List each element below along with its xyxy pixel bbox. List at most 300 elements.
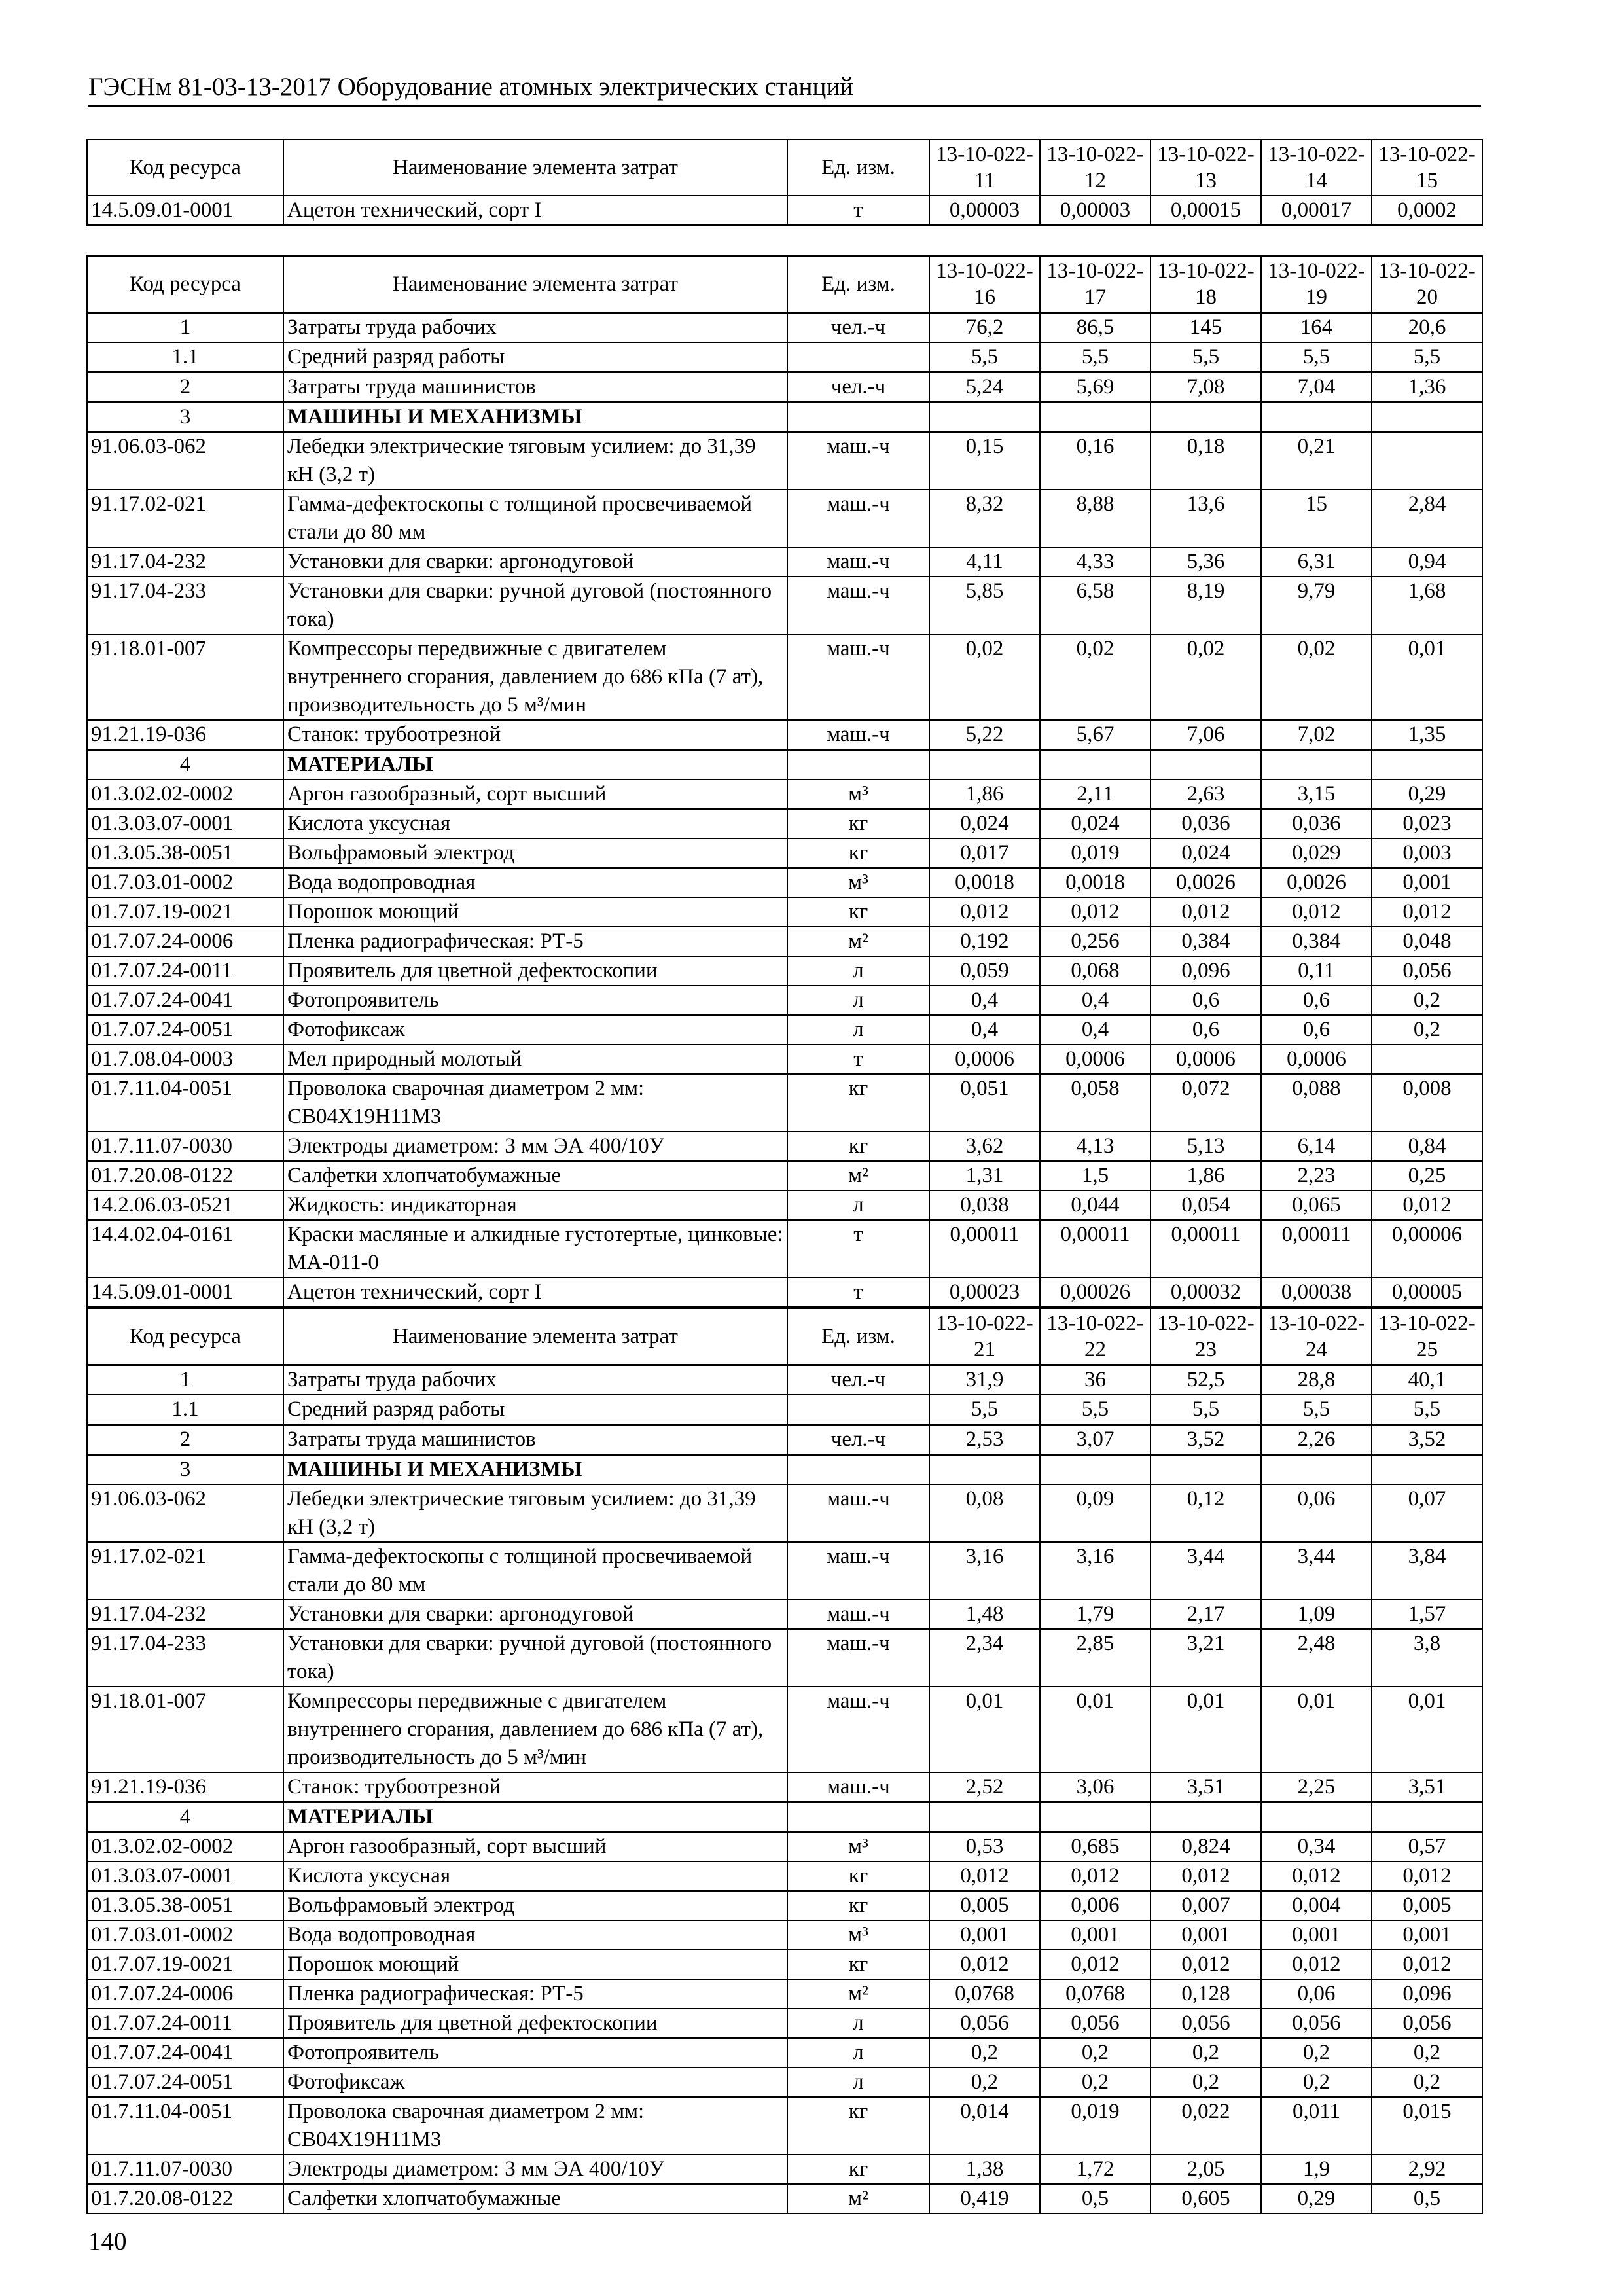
norm-value: 0,012 [1261,897,1372,927]
norm-value: 5,13 [1150,1132,1261,1161]
unit-of-measure: т [787,196,929,225]
header-norm-code: 13-10-022-18 [1150,256,1261,313]
norm-value: 2,11 [1040,780,1150,809]
norm-value: 5,22 [929,720,1040,750]
cost-element-name: МАТЕРИАЛЫ [283,750,787,780]
norm-value [1372,432,1482,490]
resource-code: 91.21.19-036 [87,1772,283,1803]
resource-code: 14.5.09.01-0001 [87,196,283,225]
norm-value: 0,06 [1261,1979,1372,2009]
norm-value: 8,19 [1150,577,1261,634]
norm-value: 0,038 [929,1191,1040,1220]
norm-value: 0,065 [1261,1191,1372,1220]
norm-value: 2,34 [929,1629,1040,1687]
cost-element-name: Фотофиксаж [283,2068,787,2097]
cost-element-name: Пленка радиографическая: РТ-5 [283,927,787,956]
norm-value: 0,056 [1372,956,1482,986]
norm-value: 1,57 [1372,1600,1482,1629]
unit-of-measure: маш.-ч [787,577,929,634]
norm-value: 3,06 [1040,1772,1150,1803]
table-row [87,780,1482,809]
norm-value: 0,2 [1150,2038,1261,2068]
norm-value: 6,14 [1261,1132,1372,1161]
unit-of-measure: маш.-ч [787,432,929,490]
cost-element-name: Средний разряд работы [283,342,787,372]
resource-code: 01.7.07.24-0051 [87,1015,283,1045]
norm-value: 0,34 [1261,1832,1372,1861]
unit-of-measure: маш.-ч [787,1687,929,1772]
norm-value: 0,012 [1150,897,1261,927]
norm-value: 3,44 [1261,1542,1372,1600]
norm-value: 5,5 [929,342,1040,372]
norm-value: 5,36 [1150,547,1261,577]
norm-value: 5,5 [1261,1395,1372,1425]
unit-of-measure: л [787,986,929,1015]
norm-value: 0,059 [929,956,1040,986]
norm-value: 0,00011 [1040,1220,1150,1278]
norm-value: 0,005 [929,1891,1040,1920]
cost-element-name: Проволока сварочная диаметром 2 мм: СВ04Х19Н11М3 [283,2097,787,2155]
norm-value: 0,001 [929,1920,1040,1950]
norm-value [1372,1803,1482,1833]
norm-value: 0,2 [1040,2068,1150,2097]
unit-of-measure: кг [787,2097,929,2155]
norm-value: 2,26 [1261,1425,1372,1455]
norm-value: 0,2 [1372,2038,1482,2068]
cost-element-name: Затраты труда рабочих [283,313,787,343]
unit-of-measure: чел.-ч [787,313,929,343]
resource-code: 01.3.05.38-0051 [87,838,283,868]
norm-value: 0,029 [1261,838,1372,868]
norm-value [929,403,1040,433]
norm-value: 0,012 [1040,1950,1150,1979]
unit-of-measure: л [787,2038,929,2068]
norm-value: 8,88 [1040,490,1150,547]
norm-value: 0,256 [1040,927,1150,956]
norm-value: 0,01 [1261,1687,1372,1772]
norm-value: 0,18 [1150,432,1261,490]
norm-value: 0,07 [1372,1484,1482,1542]
norm-value: 2,53 [929,1425,1040,1455]
norm-value: 0,012 [1261,1950,1372,1979]
table-row [87,547,1482,577]
norm-value: 0,0002 [1372,196,1482,225]
header-code: Код ресурса [87,1308,283,1365]
table-row [87,750,1482,780]
norm-value: 0,096 [1150,956,1261,986]
norm-value: 3,21 [1150,1629,1261,1687]
cost-element-name: Мел природный молотый [283,1045,787,1074]
norm-value: 0,012 [1372,897,1482,927]
norm-value: 15 [1261,490,1372,547]
resource-code: 01.3.02.02-0002 [87,1832,283,1861]
norm-value [1150,1455,1261,1485]
table-header-row [87,256,1482,313]
norm-value: 3,8 [1372,1629,1482,1687]
norm-value: 76,2 [929,313,1040,343]
norm-value: 0,012 [1372,1191,1482,1220]
norm-value: 0,192 [929,927,1040,956]
norm-value: 0,128 [1150,1979,1261,2009]
norm-value: 0,01 [929,1687,1040,1772]
resource-code: 01.7.07.24-0011 [87,956,283,986]
norm-value: 0,00011 [1261,1220,1372,1278]
resource-code: 91.17.04-233 [87,577,283,634]
norm-value [1040,1803,1150,1833]
resource-code: 14.5.09.01-0001 [87,1278,283,1307]
header-norm-code: 13-10-022-23 [1150,1308,1261,1365]
cost-element-name: Проявитель для цветной дефектоскопии [283,2009,787,2038]
resource-code: 4 [87,750,283,780]
norm-value: 0,001 [1261,1920,1372,1950]
norm-value: 0,02 [1261,634,1372,720]
resource-code: 01.7.11.07-0030 [87,2155,283,2184]
norm-value [1261,1455,1372,1485]
table-row [87,1772,1482,1803]
norm-value: 0,16 [1040,432,1150,490]
unit-of-measure: л [787,1015,929,1045]
norm-value: 2,48 [1261,1629,1372,1687]
norm-value: 28,8 [1261,1365,1372,1395]
norm-value [1372,1045,1482,1074]
norm-value: 0,01 [1372,1687,1482,1772]
norm-value: 0,056 [929,2009,1040,2038]
table-row [87,1161,1482,1191]
header-norm-code: 13-10-022-25 [1372,1308,1482,1365]
unit-of-measure: кг [787,838,929,868]
cost-element-name: Пленка радиографическая: РТ-5 [283,1979,787,2009]
resource-code: 01.7.07.24-0041 [87,986,283,1015]
norm-value [1040,750,1150,780]
norm-value: 0,024 [1040,809,1150,838]
norm-value: 0,0006 [1261,1045,1372,1074]
resource-code: 01.7.07.24-0006 [87,1979,283,2009]
norm-value: 0,384 [1261,927,1372,956]
norm-value: 0,0026 [1150,868,1261,897]
norm-value: 0,0018 [929,868,1040,897]
resource-code: 1.1 [87,1395,283,1425]
unit-of-measure: кг [787,1950,929,1979]
unit-of-measure: кг [787,809,929,838]
header-norm-code: 13-10-022-11 [929,139,1040,196]
table-row [87,986,1482,1015]
norm-value: 5,85 [929,577,1040,634]
norm-value: 0,012 [1040,1861,1150,1891]
unit-of-measure: кг [787,1861,929,1891]
cost-element-name: Вольфрамовый электрод [283,1891,787,1920]
norm-value: 2,85 [1040,1629,1150,1687]
norm-value: 1,86 [929,780,1040,809]
table-row [87,342,1482,372]
norm-value: 0,00005 [1372,1278,1482,1307]
norm-value: 0,0026 [1261,868,1372,897]
unit-of-measure: кг [787,1074,929,1132]
cost-element-name: Затраты труда рабочих [283,1365,787,1395]
cost-element-name: Аргон газообразный, сорт высший [283,780,787,809]
table-row [87,577,1482,634]
norm-value: 9,79 [1261,577,1372,634]
norm-value: 1,48 [929,1600,1040,1629]
norm-value: 0,007 [1150,1891,1261,1920]
resource-code: 2 [87,372,283,403]
table-row [87,2009,1482,2038]
norm-value: 8,32 [929,490,1040,547]
norm-value: 0,058 [1040,1074,1150,1132]
norm-value: 0,02 [929,634,1040,720]
norm-value: 0,29 [1261,2184,1372,2214]
resource-code: 91.17.02-021 [87,1542,283,1600]
norm-value: 5,5 [1150,1395,1261,1425]
norm-value: 3,16 [1040,1542,1150,1600]
table-row [87,1455,1482,1485]
norm-value: 0,384 [1150,927,1261,956]
norm-value: 0,6 [1261,986,1372,1015]
resource-code: 01.7.11.04-0051 [87,1074,283,1132]
resource-code: 01.7.03.01-0002 [87,1920,283,1950]
norm-value: 1,35 [1372,720,1482,750]
cost-element-name: Лебедки электрические тяговым усилием: до 31,39 кН (3,2 т) [283,432,787,490]
unit-of-measure: чел.-ч [787,1365,929,1395]
norm-value: 0,001 [1372,868,1482,897]
table-row [87,1015,1482,1045]
header-norm-code: 13-10-022-14 [1261,139,1372,196]
cost-element-name: Фотопроявитель [283,2038,787,2068]
norm-value: 0,01 [1040,1687,1150,1772]
unit-of-measure: м² [787,2184,929,2214]
table-row [87,432,1482,490]
table-row [87,490,1482,547]
cost-element-name: Проволока сварочная диаметром 2 мм: СВ04Х19Н11М3 [283,1074,787,1132]
table-row [87,313,1482,343]
norm-value: 3,44 [1150,1542,1261,1600]
unit-of-measure: маш.-ч [787,634,929,720]
table-row [87,2155,1482,2184]
norm-value [929,750,1040,780]
norm-value: 0,605 [1150,2184,1261,2214]
norm-value: 5,5 [1040,1395,1150,1425]
norm-value: 2,25 [1261,1772,1372,1803]
resource-code: 01.3.02.02-0002 [87,780,283,809]
norm-value: 0,012 [929,897,1040,927]
cost-element-name: Станок: трубоотрезной [283,720,787,750]
cost-element-name: Установки для сварки: аргонодуговой [283,547,787,577]
unit-of-measure [787,403,929,433]
cost-element-name: Установки для сварки: аргонодуговой [283,1600,787,1629]
table-row [87,1803,1482,1833]
resource-code: 01.7.07.24-0041 [87,2038,283,2068]
table-row [87,403,1482,433]
header-norm-code: 13-10-022-13 [1150,139,1261,196]
unit-of-measure: м³ [787,868,929,897]
header-code: Код ресурса [87,139,283,196]
norm-value: 0,21 [1261,432,1372,490]
norm-value: 2,92 [1372,2155,1482,2184]
norm-value: 0,001 [1372,1920,1482,1950]
norm-value: 2,17 [1150,1600,1261,1629]
table-row [87,1950,1482,1979]
cost-element-name: Установки для сварки: ручной дуговой (постоянного тока) [283,1629,787,1687]
norm-value: 0,003 [1372,838,1482,868]
norm-value [1150,403,1261,433]
norm-value: 0,012 [1261,1861,1372,1891]
norm-value [1261,750,1372,780]
norm-value: 52,5 [1150,1365,1261,1395]
norm-value: 0,29 [1372,780,1482,809]
norm-value: 0,53 [929,1832,1040,1861]
cost-element-name: Средний разряд работы [283,1395,787,1425]
table-row [87,1484,1482,1542]
header-unit: Ед. изм. [787,256,929,313]
norm-value: 0,00006 [1372,1220,1482,1278]
norm-value: 0,00003 [929,196,1040,225]
resource-code: 91.06.03-062 [87,432,283,490]
norm-value [1372,750,1482,780]
cost-element-name: Гамма-дефектоскопы с толщиной просвечиваемой стали до 80 мм [283,1542,787,1600]
unit-of-measure: л [787,2009,929,2038]
resource-code: 14.4.02.04-0161 [87,1220,283,1278]
norm-value: 164 [1261,313,1372,343]
norm-value: 0,0006 [1040,1045,1150,1074]
norm-value: 3,51 [1372,1772,1482,1803]
norm-value [1150,1803,1261,1833]
norm-value: 0,056 [1261,2009,1372,2038]
unit-of-measure: м³ [787,1832,929,1861]
norm-value [1261,1803,1372,1833]
cost-element-name: Вода водопроводная [283,1920,787,1950]
norm-value: 7,06 [1150,720,1261,750]
norm-value: 0,57 [1372,1832,1482,1861]
norm-value: 13,6 [1150,490,1261,547]
norm-value: 5,69 [1040,372,1150,403]
unit-of-measure: кг [787,1132,929,1161]
resource-code: 1.1 [87,342,283,372]
norm-value: 0,00011 [929,1220,1040,1278]
norm-value: 2,52 [929,1772,1040,1803]
header-unit: Ед. изм. [787,1308,929,1365]
header-name: Наименование элемента затрат [283,139,787,196]
cost-element-name: Порошок моющий [283,1950,787,1979]
resource-code: 3 [87,403,283,433]
norm-value: 0,02 [1150,634,1261,720]
norm-value: 5,5 [1150,342,1261,372]
cost-element-name: Краски масляные и алкидные густотертые, цинковые: МА-011-0 [283,1220,787,1278]
cost-element-name: МАШИНЫ И МЕХАНИЗМЫ [283,403,787,433]
norm-value: 0,072 [1150,1074,1261,1132]
norm-value: 0,012 [1372,1861,1482,1891]
norm-value: 0,048 [1372,927,1482,956]
norm-value: 0,00017 [1261,196,1372,225]
resource-code: 01.7.03.01-0002 [87,868,283,897]
norm-value: 7,02 [1261,720,1372,750]
norm-value: 0,2 [1261,2068,1372,2097]
norm-value: 0,012 [1150,1950,1261,1979]
norm-value: 3,16 [929,1542,1040,1600]
header-norm-code: 13-10-022-22 [1040,1308,1150,1365]
norm-value: 0,84 [1372,1132,1482,1161]
norm-value: 2,23 [1261,1161,1372,1191]
norm-value [1372,403,1482,433]
norm-value [929,1455,1040,1485]
norm-value: 0,2 [1372,986,1482,1015]
cost-element-name: Станок: трубоотрезной [283,1772,787,1803]
norm-value: 3,15 [1261,780,1372,809]
resource-code: 91.17.04-232 [87,547,283,577]
resource-code: 91.21.19-036 [87,720,283,750]
resource-code: 01.3.03.07-0001 [87,1861,283,1891]
unit-of-measure: м³ [787,1920,929,1950]
running-head: ГЭСНм 81-03-13-2017 Оборудование атомных электрических станций [88,73,1481,107]
unit-of-measure: л [787,1191,929,1220]
table-row [87,1920,1482,1950]
norm-value: 0,4 [929,1015,1040,1045]
table-row [87,809,1482,838]
cost-element-name: Компрессоры передвижные с двигателем внутреннего сгорания, давлением до 686 кПа (7 ат), производительность до 5 м³/мин [283,1687,787,1772]
unit-of-measure [787,1455,929,1485]
norm-value: 2,63 [1150,780,1261,809]
resource-code: 3 [87,1455,283,1485]
norm-value: 0,2 [1261,2038,1372,2068]
table-row [87,1861,1482,1891]
norm-value: 0,2 [1372,2068,1482,2097]
resource-code: 01.7.07.19-0021 [87,897,283,927]
table-row [87,1365,1482,1395]
unit-of-measure: м² [787,927,929,956]
norm-value: 3,52 [1372,1425,1482,1455]
resource-code: 91.17.04-232 [87,1600,283,1629]
norm-value: 0,02 [1040,634,1150,720]
cost-element-name: Компрессоры передвижные с двигателем внутреннего сгорания, давлением до 686 кПа (7 ат), производительность до 5 м³/мин [283,634,787,720]
norm-value: 0,017 [929,838,1040,868]
cost-element-name: Электроды диаметром: 3 мм ЭА 400/10У [283,1132,787,1161]
resource-code: 4 [87,1803,283,1833]
resource-code: 91.17.04-233 [87,1629,283,1687]
norm-value: 0,054 [1150,1191,1261,1220]
table-header-row [87,1308,1482,1365]
resource-code: 01.7.20.08-0122 [87,2184,283,2214]
norm-value: 145 [1150,313,1261,343]
norm-value: 5,5 [929,1395,1040,1425]
unit-of-measure [787,1395,929,1425]
cost-element-name: Фотофиксаж [283,1015,787,1045]
unit-of-measure: маш.-ч [787,547,929,577]
header-norm-code: 13-10-022-17 [1040,256,1150,313]
norm-value: 0,051 [929,1074,1040,1132]
norm-value [1040,1455,1150,1485]
unit-of-measure [787,1803,929,1833]
cost-element-name: Порошок моющий [283,897,787,927]
norm-value: 0,4 [929,986,1040,1015]
norm-value: 0,036 [1261,809,1372,838]
resource-code: 01.7.07.24-0011 [87,2009,283,2038]
table-row [87,868,1482,897]
unit-of-measure: кг [787,1891,929,1920]
norm-value: 86,5 [1040,313,1150,343]
table-row [87,1045,1482,1074]
unit-of-measure: л [787,2068,929,2097]
unit-of-measure: л [787,956,929,986]
norm-value: 1,36 [1372,372,1482,403]
norm-value: 7,04 [1261,372,1372,403]
norm-value: 0,023 [1372,809,1482,838]
norm-value: 0,001 [1040,1920,1150,1950]
resource-code: 01.7.11.04-0051 [87,2097,283,2155]
norm-value: 6,31 [1261,547,1372,577]
norm-value: 0,068 [1040,956,1150,986]
norm-value [929,1803,1040,1833]
norm-value: 3,52 [1150,1425,1261,1455]
table-row [87,1832,1482,1861]
norm-value: 0,6 [1150,1015,1261,1045]
